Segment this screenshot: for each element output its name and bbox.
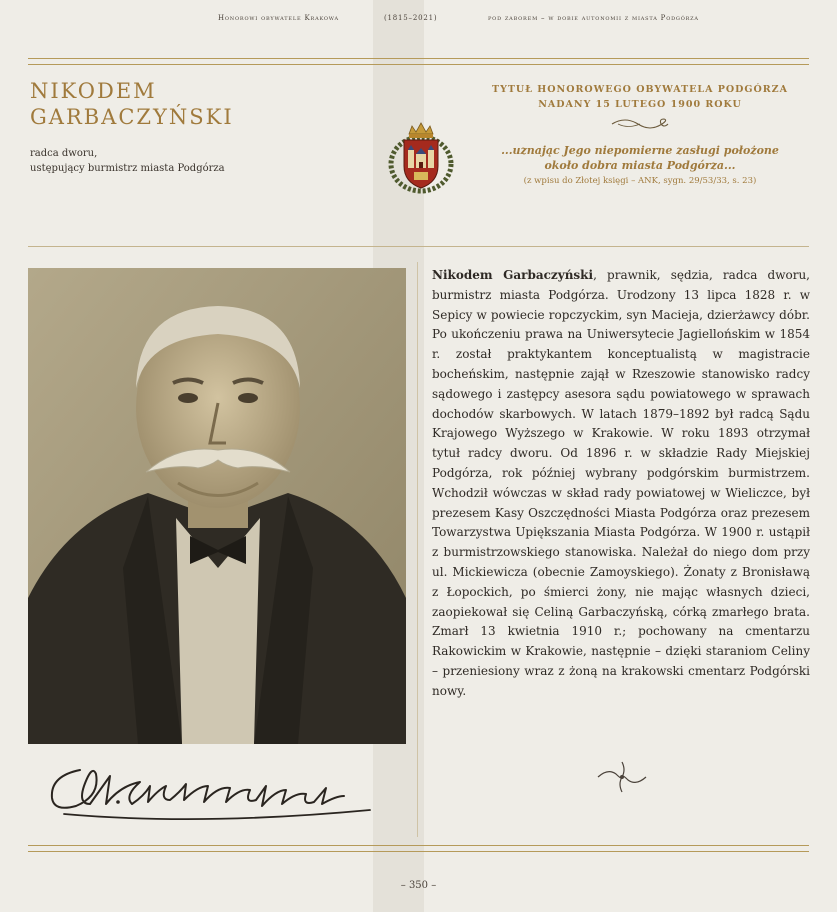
biography-paragraph — [432, 266, 810, 702]
subtitle-line2: ustępujący burmistrz miasta Podgórza — [30, 163, 225, 174]
subtitle-line1: radca dworu, — [30, 148, 98, 159]
honor-quote-line1: ...uznając Jego niepomierne zasługi położone — [501, 144, 779, 157]
person-name-line1: NIKODEM — [30, 79, 157, 103]
crest-icon — [388, 120, 454, 194]
honor-title-block — [470, 82, 810, 188]
running-head-left: Honorowi obywatele Krakowa — [218, 14, 339, 22]
honor-title-line1: TYTUŁ HONOROWEGO OBYWATELA PODGÓRZA — [492, 84, 788, 95]
portrait-photo — [28, 268, 406, 744]
flourish-ornament-icon — [596, 760, 648, 794]
running-head-right: pod zaborem – w dobie autonomii z miasta Podgórza — [488, 14, 699, 22]
honor-quote-line2: około dobra miasta Podgórza... — [544, 159, 736, 172]
running-head — [0, 14, 837, 28]
running-head-center: (1815–2021) — [384, 14, 438, 22]
page-number: – 350 – — [400, 880, 437, 891]
top-rule — [28, 58, 809, 65]
biography-name: Nikodem Garbaczyński — [432, 268, 594, 282]
honor-source: (z wpisu do Złotej księgi – ANK, sygn. 29/53/33, s. 23) — [523, 176, 757, 186]
biography-text: , prawnik, sędzia, radca dworu, burmistrz miasta Podgórza. Urodzony 13 lipca 1828 r. w Sepicy w powiecie ropczyckim, syn Macieja, dzierżawcy dóbr. Po ukończeniu prawa na Uniwersytecie Jagiellońskim w 1854 r. został praktykantem konceptualistą w magistracie bocheńskim, następnie zajął w Rzeszowie stanowisko radcy sądowego i zastępcy asesora sądu powiatowego w sprawach dochodów skarbowych. W latach 1879–1892 był radcą Sądu Krajowego Wyższego w Krakowie. W roku 1893 otrzymał tytuł radcy dworu. Od 1896 r. w składzie Rady Miejskiej Podgórza, rok później wybrany podgórskim burmistrzem. Wchodził wówczas w skład rady powiatowej w Wieliczce, był prezesem Kasy Oszczędności Miasta Podgórza oraz prezesem Towarzystwa Upiększania Miasta Podgórza. W 1900 r. ustąpił z burmistrzowskiego stanowiska. Należał do niego dom przy ul. Mickiewicza (obecnie Zamoyskiego). Żonaty z Bronisławą z Łopockich, po śmierci żony, nie mając własnych dzieci, zaopiekował się Celiną Garbaczyńską, córką zmarłego brata. Zmarł 13 kwietnia 1910 r.; pochowany na cmentarzu Rakowickim w Krakowie, następnie – dzięki staraniom Celiny – przeniesiony wraz z żoną na krakowski cmentarz Podgórski nowy. — [432, 268, 810, 698]
person-name-line2: GARBACZYŃSKI — [30, 105, 234, 129]
person-subtitle — [30, 146, 225, 176]
column-divider — [417, 262, 418, 837]
person-name — [30, 78, 234, 130]
flourish-ornament-icon — [610, 117, 670, 131]
bottom-rule — [28, 845, 809, 852]
honor-title-line2: NADANY 15 LUTEGO 1900 ROKU — [538, 99, 742, 110]
section-rule — [28, 246, 809, 247]
signature-icon — [40, 756, 390, 822]
